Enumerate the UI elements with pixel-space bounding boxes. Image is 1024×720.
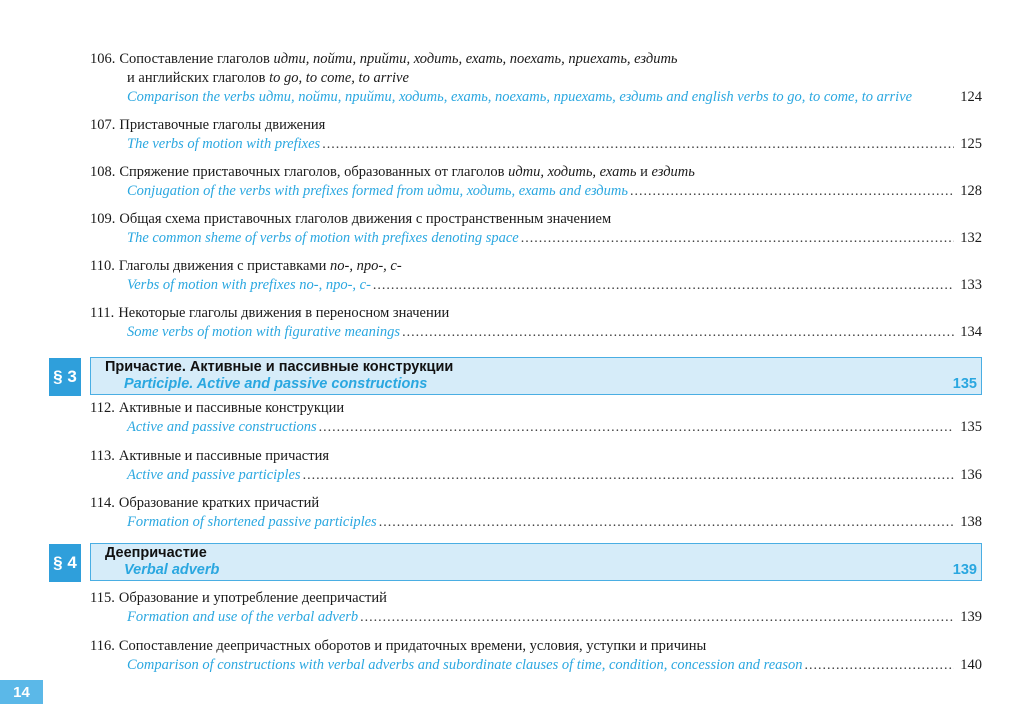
toc-entry-113[interactable] [90,447,982,485]
section-header-3[interactable] [90,357,982,395]
entry-page: 139 [960,609,982,625]
entry-page: 136 [960,467,982,483]
entry-title-ru: 114. Образование кратких причастий [90,495,320,511]
entry-title-ru: 109. Общая схема приставочных глаголов движения с пространственным значением [90,211,612,227]
entry-page: 138 [960,514,982,530]
entry-title-ru: 107. Приставочные глаголы движения [90,117,326,133]
section-page: 139 [952,562,977,578]
entry-title-ru: 111. Некоторые глаголы движения в переносном значении [90,305,450,321]
page-number-badge: 14 [0,680,43,704]
entry-title-ru: 116. Сопоставление деепричастных оборотов и придаточных времени, условия, уступки и причины [90,638,707,654]
entry-title-en: The common sheme of verbs of motion with prefixes denoting space [127,230,519,246]
toc-entry-114[interactable] [90,494,982,532]
dot-leader [521,229,954,248]
section-page: 135 [952,376,977,392]
entry-title-en: The verbs of motion with prefixes [127,136,321,152]
toc-entry-111[interactable] [90,304,982,342]
section-title-ru: Причастие. Активные и пассивные конструкции [105,359,454,375]
entry-page: 125 [960,136,982,152]
dot-leader [630,182,954,201]
toc-entry-112[interactable] [90,399,982,437]
entry-title-ru: 113. Активные и пассивные причастия [90,448,329,464]
entry-title-ru: 112. Активные и пассивные конструкции [90,400,345,416]
dot-leader [402,323,954,342]
dot-leader [322,135,954,154]
section-header-4[interactable] [90,543,982,581]
entry-page: 134 [960,324,982,340]
dot-leader [373,276,954,295]
section-title-ru: Деепричастие [105,545,207,561]
entry-title-ru: 106. Сопоставление глаголов идти, пойти, прийти, ходить, ехать, поехать, приехать, ездить [90,51,678,67]
entry-title-en: Comparison the verbs идти, пойти, прийти, ходить, ехать, поехать, приехать, ездить and english verbs to go, to come, to arrive [127,89,913,105]
entry-page: 135 [960,419,982,435]
dot-leader [379,513,954,532]
entry-title-ru: 110. Глаголы движения с приставками по-, про-, с- [90,258,402,274]
entry-title-en: Active and passive participles [127,467,301,483]
dot-leader [319,418,954,437]
toc-entry-106[interactable] [90,50,982,107]
section-badge: § 4 [49,544,81,582]
section-badge: § 3 [49,358,81,396]
dot-leader [805,656,954,675]
entry-title-en: Conjugation of the verbs with prefixes formed from идти, ходить, ехать and ездить [127,183,628,199]
entry-page: 128 [960,183,982,199]
toc-entry-107[interactable] [90,116,982,154]
entry-title-en: Formation and use of the verbal adverb [127,609,359,625]
entry-page: 124 [960,89,982,105]
dot-leader [303,466,954,485]
entry-title-en: Formation of shortened passive participles [127,514,377,530]
toc-entry-108[interactable] [90,163,982,201]
entry-title-ru-line2: и английских глаголов to go, to come, to arrive [127,70,409,86]
section-title-en: Participle. Active and passive constructions [124,376,428,392]
entry-title-ru: 115. Образование и употребление деепричастий [90,590,387,606]
entry-title-en: Comparison of constructions with verbal adverbs and subordinate clauses of time, condition, concession and reason [127,657,803,673]
toc-entry-115[interactable] [90,589,982,627]
entry-title-en: Some verbs of motion with figurative meanings [127,324,401,340]
toc-entry-110[interactable] [90,257,982,295]
toc-entry-116[interactable] [90,637,982,675]
entry-page: 133 [960,277,982,293]
section-title-en: Verbal adverb [124,562,220,578]
dot-leader [360,608,954,627]
entry-page: 132 [960,230,982,246]
entry-page: 140 [960,657,982,673]
toc-entry-109[interactable] [90,210,982,248]
entry-title-en: Active and passive constructions [127,419,317,435]
entry-title-en: Verbs of motion with prefixes по-, про-, с- [127,277,371,293]
entry-title-ru: 108. Спряжение приставочных глаголов, образованных от глаголов идти, ходить, ехать и ездить [90,164,695,180]
